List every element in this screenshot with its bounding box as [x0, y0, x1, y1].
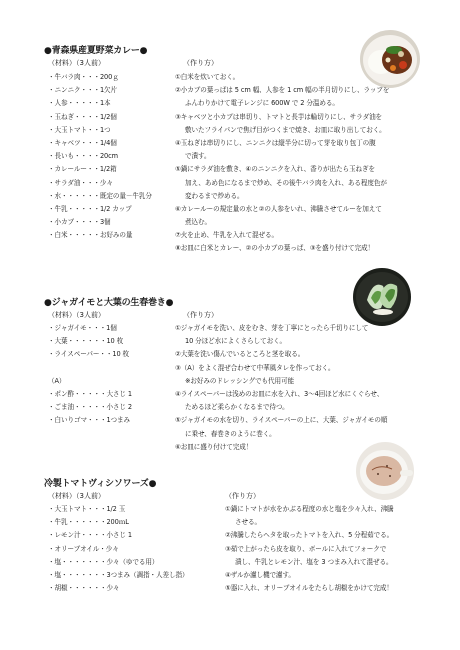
ingredient-item: ・オリーブオイル・少々 — [48, 544, 119, 553]
method-step: ①鍋にトマトが水をかぶる程度の水と塩を少々入れ、沸騰 — [225, 505, 394, 513]
method-step: ⑥お皿に盛り付けて完成！ — [175, 442, 253, 451]
ingredient-item: ・ライスペーパー・・10 枚 — [48, 350, 130, 359]
ingredient-item: （A） — [48, 376, 66, 385]
method-step: で潰す。 — [185, 152, 211, 161]
method-step: させる。 — [235, 518, 261, 527]
ingredient-list — [48, 71, 188, 242]
ingredient-item: ・塩・・・・・・・少々（ゆでる用） — [48, 557, 159, 566]
method-step: ②小カブの葉っぱは 5 cm 幅、人参を 1 cm 幅の半月切りにし、ラップを — [175, 86, 390, 95]
method-step: ④玉ねぎは串切りにし、ニンニクは縦半分に切って芽を取り包丁の腹 — [175, 138, 376, 147]
method-heading: （作り方） — [183, 59, 218, 67]
method-step: に乗せ、春巻きのように巻く。 — [185, 429, 276, 438]
method-step: ①ジャガイモを洗い、皮をむき、芽を丁寧にとったら千切りにして — [175, 324, 369, 332]
ingredient-item: ・ニンニク・・・1欠片 — [48, 86, 118, 95]
ingredient-item: ・大葉・・・・・・10 枚 — [48, 337, 124, 346]
method-list — [175, 322, 423, 454]
method-step: ⑤器に入れ、オリーブオイルをたらし胡椒をかけて完成！ — [225, 584, 393, 593]
method-step: ④ライスペーパーは浅めのお皿に水を入れ、3～4回ほど水にくぐらせ、 — [175, 389, 384, 398]
ingredient-list — [48, 503, 223, 595]
ingredient-list — [48, 322, 188, 428]
ingredient-item: ・白いりゴマ・・・1つまみ — [48, 416, 131, 425]
method-step: ③茹で上がったら皮を取り、ボールに入れてフォークで — [225, 544, 387, 553]
recipe-title: ●青森県産夏野菜カレー● — [44, 46, 148, 56]
ingredient-item: ・ごま油・・・・・小さじ 2 — [48, 403, 133, 412]
method-step: 変わるまで炒める。 — [185, 191, 244, 200]
ingredient-item: ・玉ねぎ・・・・1/2個 — [48, 112, 117, 121]
method-list — [175, 71, 423, 256]
method-step: ②大葉を洗い傷んでいるところと茎を取る。 — [175, 350, 305, 359]
method-step: ③（A）をよく混ぜ合わせて中華風タレを作っておく。 — [175, 363, 335, 372]
method-step: ためるほど柔らかくなるまで待つ。 — [185, 403, 289, 412]
ingredient-item — [48, 362, 188, 375]
ingredient-item: ・塩・・・・・・・3つまみ（調指・人差し指） — [48, 570, 189, 579]
ingredients-heading: （材料）（3人前） — [48, 311, 105, 319]
method-step: 加え、あめ色になるまで炒め、その後牛バラ肉を入れ、ある程度色が — [185, 178, 387, 187]
method-step: ※お好みのドレッシングでも代用可能 — [185, 376, 294, 385]
method-list — [225, 503, 425, 595]
ingredient-item: ・白米・・・・・お好みの量 — [48, 231, 133, 240]
ingredient-item: ・ポン酢・・・・・大さじ 1 — [48, 389, 133, 398]
ingredients-heading: （材料）（3人前） — [48, 492, 105, 500]
method-step: 10 分ほど水によくさらしておく。 — [185, 337, 286, 346]
method-step: ふんわりかけて電子レンジに 600W で 2 分温める。 — [185, 99, 339, 108]
ingredient-item: ・小カブ・・・・3個 — [48, 218, 111, 227]
vichyssoise-photo — [356, 442, 414, 500]
ingredient-item: ・サラダ油・・・少々 — [48, 178, 113, 187]
ingredient-item: ・牛乳・・・・・・200ｍL — [48, 518, 129, 527]
method-step: ①白米を炊いておく。 — [175, 73, 240, 81]
ingredient-item: ・カレールー・・1/2箱 — [48, 165, 117, 174]
method-step: ③キャベツと小カブは串切り、トマトと長芋は輪切りにし、サラダ油を — [175, 112, 383, 121]
method-step: ④ザルか濾し機で濾す。 — [225, 570, 295, 579]
method-step: ⑥カレールーの規定量の水と②の人参をいれ、沸騰させてルーを加えて — [175, 204, 382, 213]
recipe-title: 冷製トマトヴィシソワーズ● — [44, 479, 157, 489]
method-step: ⑧お皿に白米とカレー、②の小カブの葉っぱ、③を盛り付けて完成！ — [175, 244, 374, 253]
method-heading: （作り方） — [225, 492, 260, 500]
spring-roll-photo — [353, 268, 411, 326]
ingredient-item: ・人参・・・・・1本 — [48, 99, 111, 108]
method-step: ②沸騰したらヘタを取ったトマトを入れ、5 分程茹でる。 — [225, 531, 394, 540]
ingredient-item: ・大玉トマト・・・1/2 玉 — [48, 505, 126, 513]
method-step: 潰し、牛乳とレモン汁、塩を 3 つまみ入れて混ぜる。 — [235, 557, 393, 566]
method-step: 敷いたフライパンで焦げ目がつくまで焼き、お皿に取り出しておく。 — [185, 125, 386, 134]
ingredient-item: ・胡椒・・・・・・少々 — [48, 584, 120, 593]
method-heading: （作り方） — [183, 311, 218, 319]
ingredient-item: ・キャベツ・・・1/4個 — [48, 138, 117, 147]
recipe-title: ●ジャガイモと大葉の生春巻き● — [44, 298, 174, 308]
ingredient-item: ・水・・・・・・既定の量－牛乳分 — [48, 191, 152, 200]
method-step: 煮込む。 — [185, 218, 211, 227]
method-step: ⑤ジャガイモの水を切り、ライスペーパーの上に、大葉、ジャガイモの順 — [175, 416, 388, 425]
ingredients-heading: （材料）（3人前） — [48, 59, 105, 67]
method-step: ⑦火を止め、牛乳を入れて混ぜる。 — [175, 231, 278, 240]
method-step: ⑤鍋にサラダ油を敷き、④のニンニクを入れ、香りが出たら玉ねぎを — [175, 165, 376, 174]
ingredient-item: ・牛乳・・・・・1/2 カップ — [48, 204, 132, 213]
ingredient-item: ・ジャガイモ・・・1個 — [48, 324, 117, 332]
ingredient-item: ・長いも・・・・20cm — [48, 152, 118, 161]
ingredient-item: ・レモン汁・・・・小さじ 1 — [48, 531, 133, 540]
ingredient-item: ・大玉トマト・・1つ — [48, 125, 111, 134]
ingredient-item: ・牛バラ肉・・・200ｇ — [48, 73, 119, 81]
curry-photo — [360, 30, 420, 88]
